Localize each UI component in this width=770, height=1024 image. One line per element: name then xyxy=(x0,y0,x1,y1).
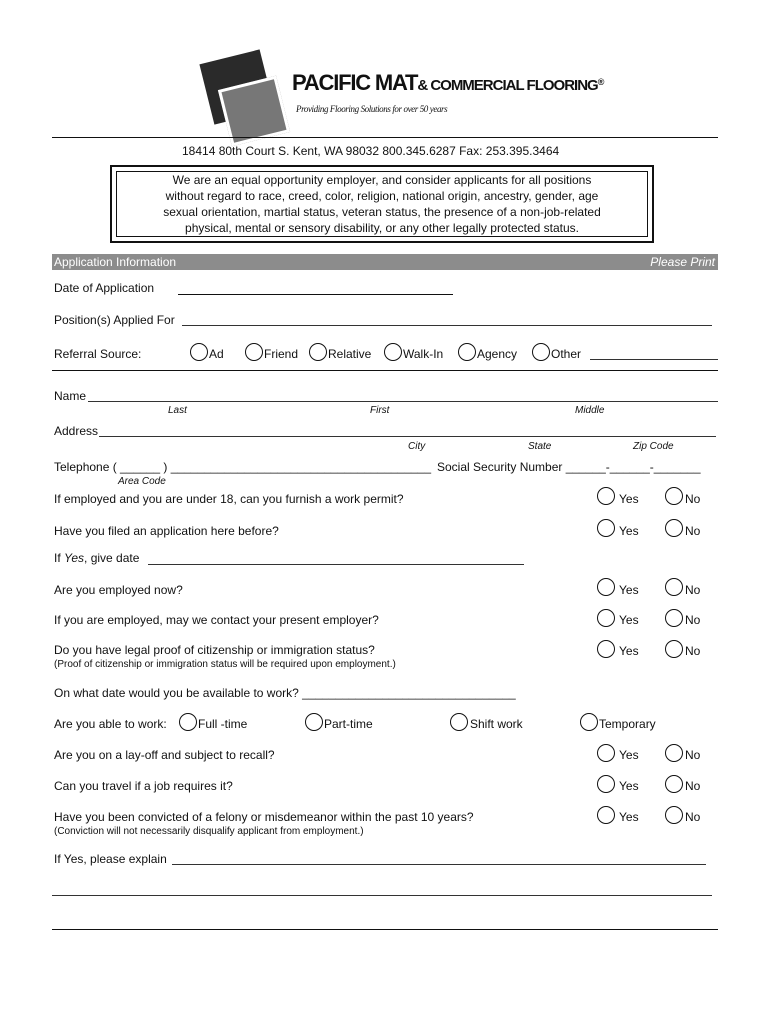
if-yes-date-field[interactable] xyxy=(148,564,524,565)
positions-applied-field[interactable] xyxy=(182,325,712,326)
referral-source-label: Referral Source: xyxy=(54,347,142,361)
employed-now-question: Are you employed now? xyxy=(54,583,183,597)
travel-no-radio[interactable] xyxy=(665,775,683,793)
address-label: Address xyxy=(54,424,99,438)
work-permit-yes-label: Yes xyxy=(619,492,639,506)
footer-divider xyxy=(52,929,718,930)
contact-employer-question: If you are employed, may we contact your present employer? xyxy=(54,613,379,627)
convicted-no-radio[interactable] xyxy=(665,806,683,824)
eeo-line-2: without regard to race, creed, color, religion, national origin, ancestry, gender, age xyxy=(165,189,599,203)
name-field[interactable] xyxy=(88,401,718,402)
contact-employer-no-label: No xyxy=(685,613,701,627)
filed-before-yes-radio[interactable] xyxy=(597,519,615,537)
section-title: Application Information xyxy=(54,255,177,269)
referral-ad-label: Ad xyxy=(209,347,224,361)
shiftwork-label: Shift work xyxy=(470,717,523,731)
temporary-label: Temporary xyxy=(599,717,656,731)
referral-walkin-label: Walk-In xyxy=(403,347,444,361)
filed-before-no-label: No xyxy=(685,524,701,538)
employed-now-no-radio[interactable] xyxy=(665,578,683,596)
date-of-application-field[interactable] xyxy=(178,294,453,295)
company-address: 18414 80th Court S. Kent, WA 98032 800.345.6287 Fax: 253.395.3464 xyxy=(182,144,560,158)
work-permit-yes-radio[interactable] xyxy=(597,487,615,505)
legal-proof-note: (Proof of citizenship or immigration status will be required upon employment.) xyxy=(54,659,396,670)
legal-proof-yes-radio[interactable] xyxy=(597,640,615,658)
logo-gray-square xyxy=(218,76,290,147)
legal-proof-no-radio[interactable] xyxy=(665,640,683,658)
travel-yes-radio[interactable] xyxy=(597,775,615,793)
if-yes-date-label: If Yes, give date xyxy=(54,551,140,565)
name-label: Name xyxy=(54,389,87,403)
company-tagline: Providing Flooring Solutions for over 50 years xyxy=(296,104,448,114)
travel-no-label: No xyxy=(685,779,701,793)
layoff-yes-label: Yes xyxy=(619,748,639,762)
referral-agency-label: Agency xyxy=(477,347,518,361)
filed-before-no-radio[interactable] xyxy=(665,519,683,537)
work-permit-no-label: No xyxy=(685,492,701,506)
please-print-note: Please Print xyxy=(650,255,715,269)
travel-question: Can you travel if a job requires it? xyxy=(54,779,233,793)
convicted-yes-label: Yes xyxy=(619,810,639,824)
section-header xyxy=(52,254,718,270)
ssn-field[interactable]: Social Security Number ______-______-_______ xyxy=(437,460,701,474)
layoff-no-radio[interactable] xyxy=(665,744,683,762)
name-middle-caption: Middle xyxy=(575,405,605,416)
work-permit-no-radio[interactable] xyxy=(665,487,683,505)
referral-walkin-radio[interactable] xyxy=(384,343,402,361)
address-zip-caption: Zip Code xyxy=(633,441,674,452)
employed-now-yes-radio[interactable] xyxy=(597,578,615,596)
employed-now-yes-label: Yes xyxy=(619,583,639,597)
fulltime-label: Full -time xyxy=(198,717,248,731)
layoff-question: Are you on a lay-off and subject to recall? xyxy=(54,748,275,762)
address-city-caption: City xyxy=(408,441,426,452)
contact-employer-yes-label: Yes xyxy=(619,613,639,627)
contact-employer-yes-radio[interactable] xyxy=(597,609,615,627)
explain-field-line-2[interactable] xyxy=(52,895,712,896)
referral-relative-radio[interactable] xyxy=(309,343,327,361)
available-date-field[interactable]: On what date would you be available to work? ________________________________ xyxy=(54,686,516,700)
contact-employer-no-radio[interactable] xyxy=(665,609,683,627)
convicted-note: (Conviction will not necessarily disqualify applicant from employment.) xyxy=(54,826,364,837)
eeo-statement-box xyxy=(110,165,654,243)
explain-label: If Yes, please explain xyxy=(54,852,167,866)
date-of-application-label: Date of Application xyxy=(54,281,155,295)
convicted-no-label: No xyxy=(685,810,701,824)
referral-agency-radio[interactable] xyxy=(458,343,476,361)
address-field[interactable] xyxy=(99,436,716,437)
positions-applied-label: Position(s) Applied For xyxy=(54,313,175,327)
layoff-no-label: No xyxy=(685,748,701,762)
convicted-question: Have you been convicted of a felony or misdemeanor within the past 10 years? xyxy=(54,810,474,824)
filed-before-question: Have you filed an application here before? xyxy=(54,524,279,538)
referral-other-label: Other xyxy=(551,347,582,361)
fulltime-radio[interactable] xyxy=(179,713,197,731)
eeo-line-4: physical, mental or sensory disability, or any other legally protected status. xyxy=(185,221,579,235)
explain-field-line-1[interactable] xyxy=(172,864,706,865)
convicted-yes-radio[interactable] xyxy=(597,806,615,824)
area-code-caption: Area Code xyxy=(118,476,166,487)
header-divider xyxy=(52,137,718,138)
work-permit-question: If employed and you are under 18, can you furnish a work permit? xyxy=(54,492,404,506)
referral-relative-label: Relative xyxy=(328,347,372,361)
referral-friend-label: Friend xyxy=(264,347,299,361)
referral-ad-radio[interactable] xyxy=(190,343,208,361)
travel-yes-label: Yes xyxy=(619,779,639,793)
shiftwork-radio[interactable] xyxy=(450,713,468,731)
address-state-caption: State xyxy=(528,441,552,452)
able-to-work-label: Are you able to work: xyxy=(54,717,167,731)
referral-friend-radio[interactable] xyxy=(245,343,263,361)
employed-now-no-label: No xyxy=(685,583,701,597)
filed-before-yes-label: Yes xyxy=(619,524,639,538)
eeo-line-3: sexual orientation, martial status, veteran status, the presence of a non-job-related xyxy=(163,205,601,219)
parttime-label: Part-time xyxy=(324,717,373,731)
legal-proof-yes-label: Yes xyxy=(619,644,639,658)
referral-other-field[interactable] xyxy=(590,359,718,360)
temporary-radio[interactable] xyxy=(580,713,598,731)
layoff-yes-radio[interactable] xyxy=(597,744,615,762)
legal-proof-question: Do you have legal proof of citizenship or immigration status? xyxy=(54,643,375,657)
parttime-radio[interactable] xyxy=(305,713,323,731)
telephone-field[interactable]: Telephone ( ______ ) _______________________________________ xyxy=(54,460,432,474)
name-first-caption: First xyxy=(370,405,390,416)
name-last-caption: Last xyxy=(168,405,187,416)
legal-proof-no-label: No xyxy=(685,644,701,658)
section-divider xyxy=(52,370,718,371)
company-logo-text: PACIFIC MAT& COMMERCIAL FLOORING® xyxy=(292,70,604,95)
eeo-line-1: We are an equal opportunity employer, and consider applicants for all positions xyxy=(172,173,592,187)
referral-other-radio[interactable] xyxy=(532,343,550,361)
